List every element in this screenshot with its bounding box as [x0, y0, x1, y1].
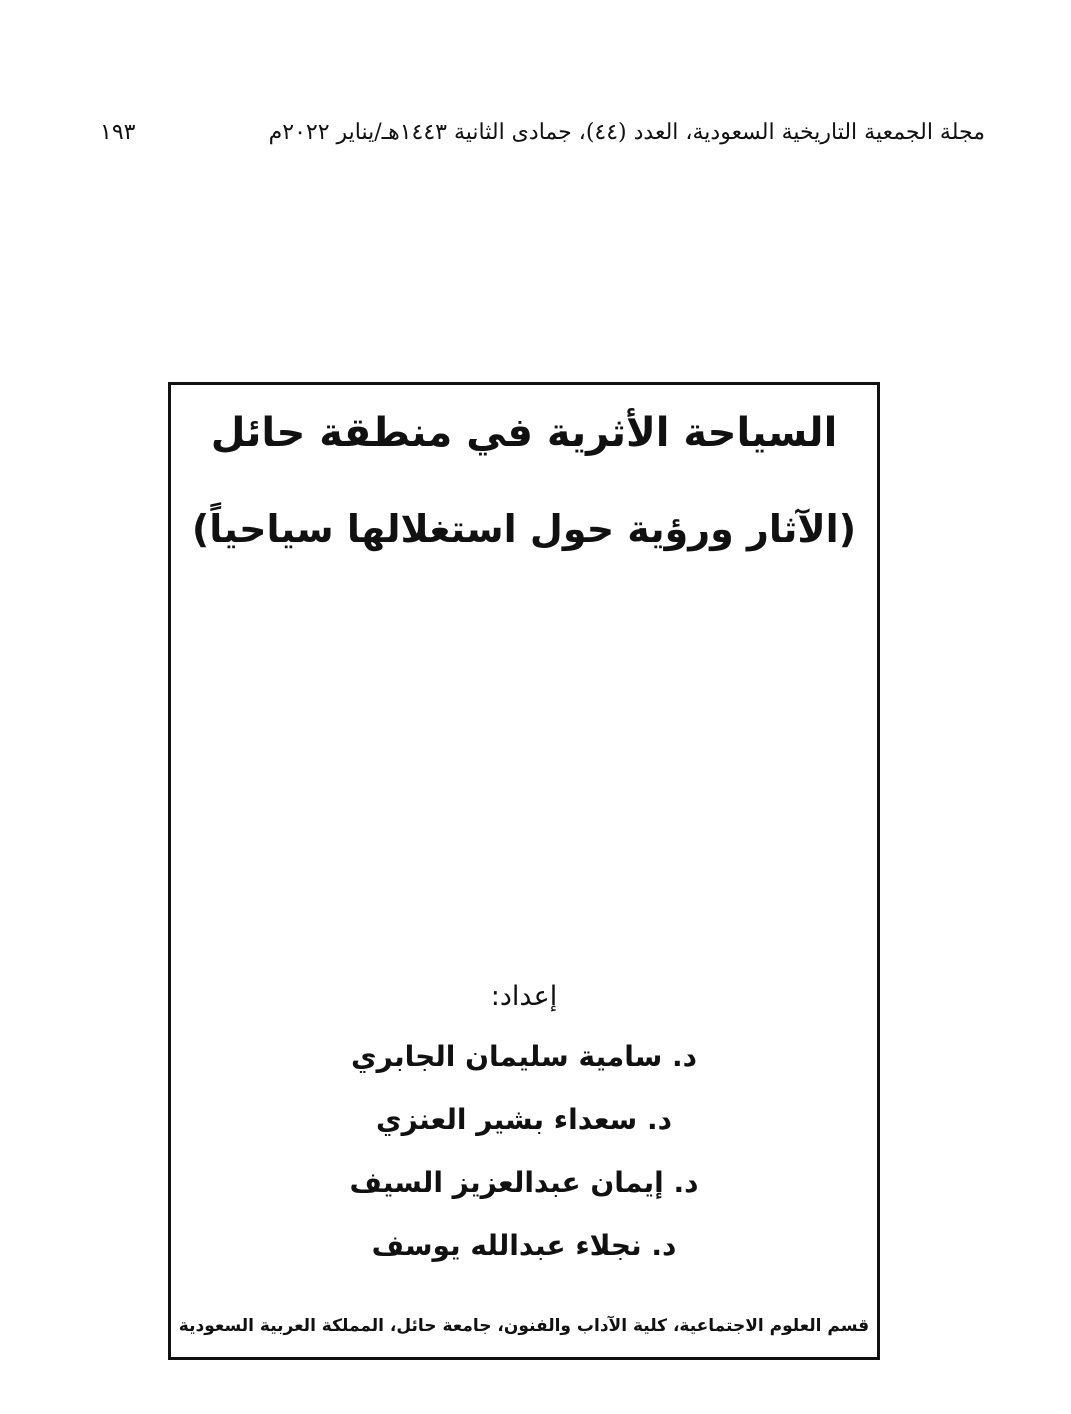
page-number: ١٩٣	[100, 119, 136, 145]
author-name: د. سامية سليمان الجابري	[350, 1040, 698, 1073]
prepared-by-label: إعداد:	[490, 981, 558, 1012]
author-name: د. إيمان عبدالعزيز السيف	[349, 1166, 699, 1199]
article-subtitle: (الآثار ورؤية حول استغلالها سياحياً)	[191, 507, 857, 551]
author-name: د. نجلاء عبدالله يوسف	[371, 1229, 677, 1262]
author-name: د. سعداء بشير العنزي	[376, 1103, 672, 1136]
author-list	[171, 1035, 877, 1287]
journal-citation: مجلة الجمعية التاريخية السعودية، العدد (٤٤)، جمادى الثانية ١٤٤٣هـ/يناير ٢٠٢٢م	[268, 119, 985, 145]
article-title: السياحة الأثرية في منطقة حائل	[210, 410, 838, 456]
running-header	[100, 112, 985, 152]
title-box	[168, 382, 880, 1360]
author-affiliation: قسم العلوم الاجتماعية، كلية الآداب والفنون، جامعة حائل، المملكة العربية السعودية	[178, 1316, 870, 1336]
